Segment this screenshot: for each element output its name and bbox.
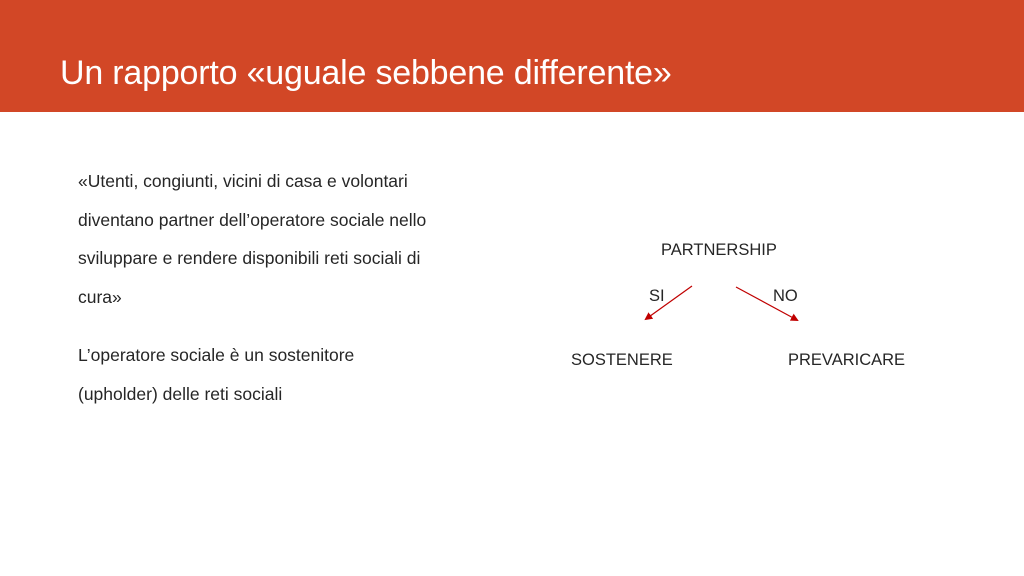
sostenere-label: SOSTENERE — [571, 351, 673, 369]
slide-title: Un rapporto «uguale sebbene differente» — [60, 54, 672, 92]
prevaricare-label: PREVARICARE — [788, 351, 906, 369]
statement-paragraph: L’operatore sociale è un sostenitore (upholder) delle reti sociali — [78, 345, 355, 404]
si-label: SI — [649, 287, 665, 305]
no-label: NO — [773, 287, 798, 305]
quote-paragraph: «Utenti, congiunti, vicini di casa e volontari diventano partner dell’operatore sociale nello sviluppare e rendere disponibili reti sociali di cura» — [78, 171, 427, 307]
partnership-label: PARTNERSHIP — [661, 241, 777, 259]
